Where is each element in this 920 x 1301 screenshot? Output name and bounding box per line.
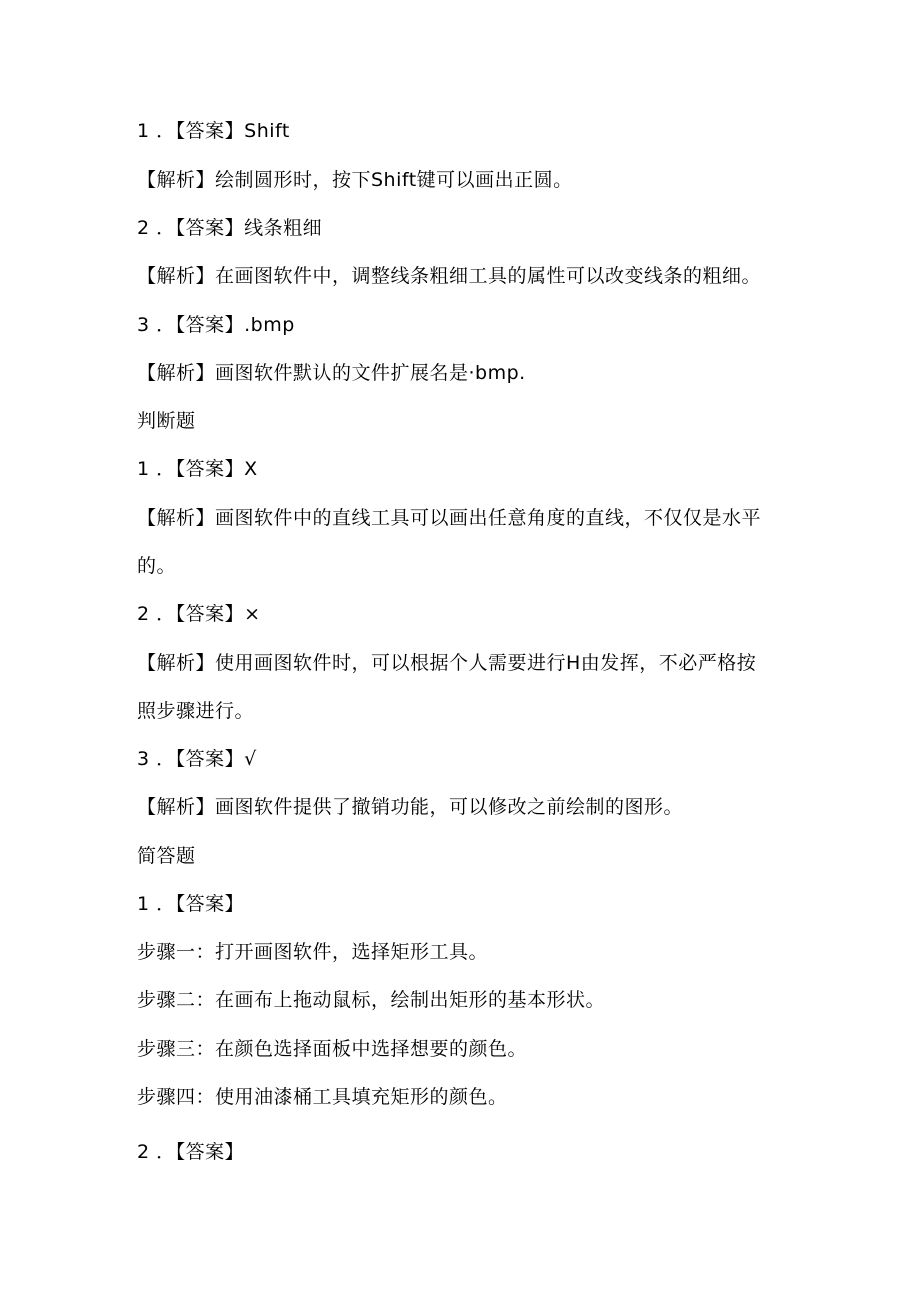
answer-line: 1 ．【答案】X — [137, 458, 258, 480]
explanation-line: 【解析】画图软件提供了撤销功能，可以修改之前绘制的图形。 — [137, 796, 684, 818]
explanation-line: 【解析】画图软件默认的文件扩展名是·bmp. — [137, 362, 526, 384]
step-line: 步骤四：使用油漆桶工具填充矩形的颜色。 — [137, 1086, 508, 1108]
explanation-continuation: 的。 — [137, 555, 177, 577]
explanation-continuation: 照步骤进行。 — [137, 700, 255, 722]
answer-line: 2 ．【答案】× — [137, 603, 261, 625]
explanation-line: 【解析】使用画图软件时，可以根据个人需要进行H由发挥，不必严格按 — [137, 652, 757, 674]
answer-line: 1 ．【答案】Shift — [137, 120, 290, 142]
section-heading: 简答题 — [137, 845, 196, 867]
answer-line: 2 ．【答案】线条粗细 — [137, 217, 323, 239]
step-line: 步骤二：在画布上拖动鼠标，绘制出矩形的基本形状。 — [137, 989, 606, 1011]
answer-line: 3 ．【答案】√ — [137, 748, 257, 770]
answer-line: 3 ．【答案】.bmp — [137, 314, 295, 336]
step-line: 步骤一：打开画图软件，选择矩形工具。 — [137, 941, 489, 963]
section-heading: 判断题 — [137, 410, 196, 432]
step-line: 步骤三：在颜色选择面板中选择想要的颜色。 — [137, 1038, 528, 1060]
answer-line: 1 ．【答案】 — [137, 893, 245, 915]
explanation-line: 【解析】画图软件中的直线工具可以画出任意角度的直线，不仅仅是水平 — [137, 507, 762, 529]
explanation-line: 【解析】在画图软件中，调整线条粗细工具的属性可以改变线条的粗细。 — [137, 265, 762, 287]
answer-line: 2 ．【答案】 — [137, 1141, 245, 1163]
explanation-line: 【解析】绘制圆形时，按下Shift键可以画出正圆。 — [137, 169, 573, 191]
